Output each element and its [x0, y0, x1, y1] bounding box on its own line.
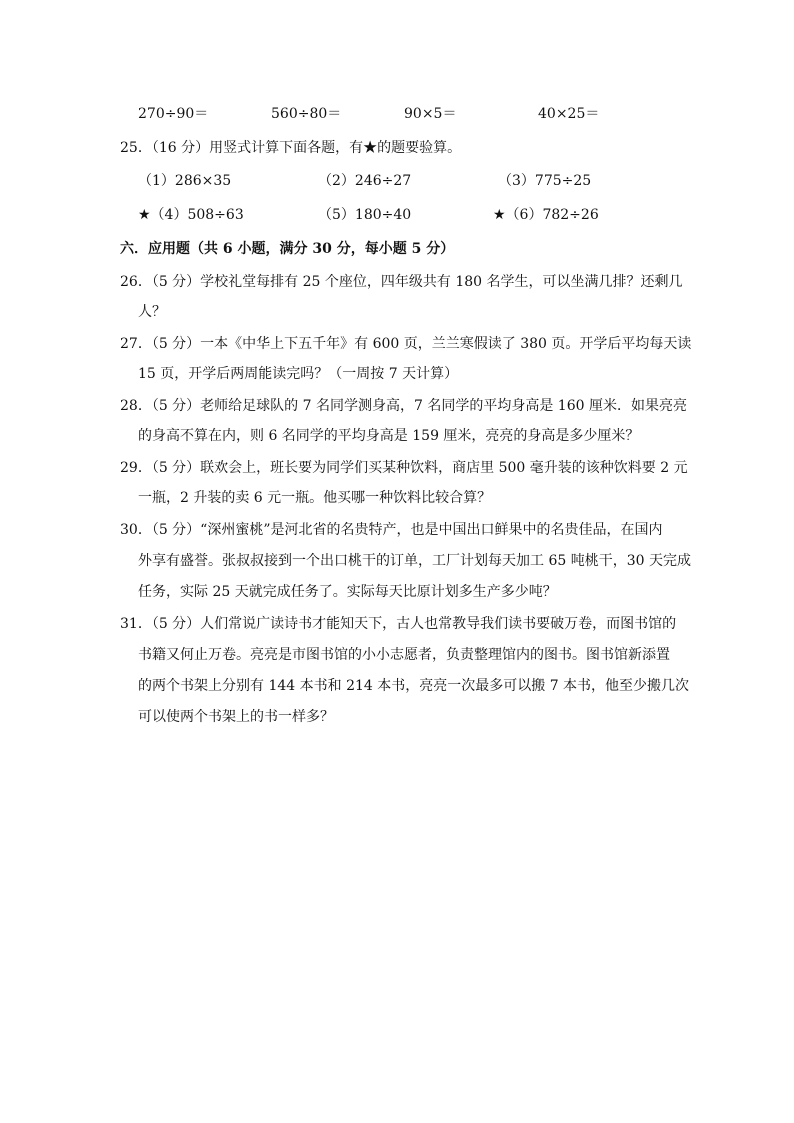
- q31-line-1: 31．（5 分）人们常说广读诗书才能知天下，古人也常教导我们读书要破万卷，而图书馆的: [120, 616, 677, 632]
- q28-line-1: 28．（5 分）老师给足球队的 7 名同学测身高，7 名同学的平均身高是 160 厘米．如果亮亮: [120, 398, 687, 414]
- oral-calc-4: 40×25＝: [538, 106, 600, 122]
- oral-calc-2: 560÷80＝: [271, 106, 342, 122]
- q27-line-1: 27．（5 分）一本《中华上下五千年》有 600 页，兰兰寒假读了 380 页。开学后平均每天读: [120, 336, 692, 352]
- oral-calc-1: 270÷90＝: [138, 106, 209, 122]
- q28-line-2: 的身高不算在内，则 6 名同学的平均身高是 159 厘米，亮亮的身高是多少厘米？: [138, 428, 640, 444]
- q30-line-3: 任务，实际 25 天就完成任务了。实际每天比原计划多生产多少吨？: [138, 584, 557, 600]
- q25-item-1: （1）286×35: [138, 173, 232, 189]
- q31-line-3: 的两个书架上分别有 144 本书和 214 本书，亮亮一次最多可以搬 7 本书，他至少搬几次: [138, 678, 690, 694]
- q30-line-1: 30．（5 分）“深州蜜桃”是河北省的名贵特产，也是中国出口鲜果中的名贵佳品，在国内: [120, 522, 663, 538]
- q25-item-5: （5）180÷40: [318, 207, 412, 223]
- q25-item-6: ★（6）782÷26: [493, 207, 599, 223]
- q25-item-3: （3）775÷25: [498, 173, 592, 189]
- q25-header: 25．（16 分）用竖式计算下面各题，有★的题要验算。: [120, 140, 462, 156]
- q25-item-2: （2）246÷27: [318, 173, 412, 189]
- q31-line-2: 书籍又何止万卷。亮亮是市图书馆的小小志愿者，负责整理馆内的图书。图书馆新添置: [138, 647, 670, 663]
- q29-line-1: 29．（5 分）联欢会上，班长要为同学们买某种饮料，商店里 500 毫升装的该种饮料要 2 元: [120, 460, 688, 476]
- q26-line-1: 26．（5 分）学校礼堂每排有 25 个座位，四年级共有 180 名学生，可以坐满几排？还剩几: [120, 274, 683, 290]
- q25-item-4: ★（4）508÷63: [138, 207, 244, 223]
- q30-line-2: 外享有盛誉。张叔叔接到一个出口桃干的订单，工厂计划每天加工 65 吨桃干，30 天完成: [138, 553, 691, 569]
- section6-title: 六．应用题（共 6 小题，满分 30 分，每小题 5 分）: [120, 241, 455, 257]
- q31-line-4: 可以使两个书架上的书一样多？: [138, 709, 334, 725]
- oral-calc-3: 90×5＝: [404, 106, 457, 122]
- q29-line-2: 一瓶，2 升装的卖 6 元一瓶。他买哪一种饮料比较合算？: [138, 490, 492, 506]
- q26-line-2: 人？: [138, 304, 166, 320]
- q27-line-2: 15 页，开学后两周能读完吗？（一周按 7 天计算）: [138, 366, 459, 382]
